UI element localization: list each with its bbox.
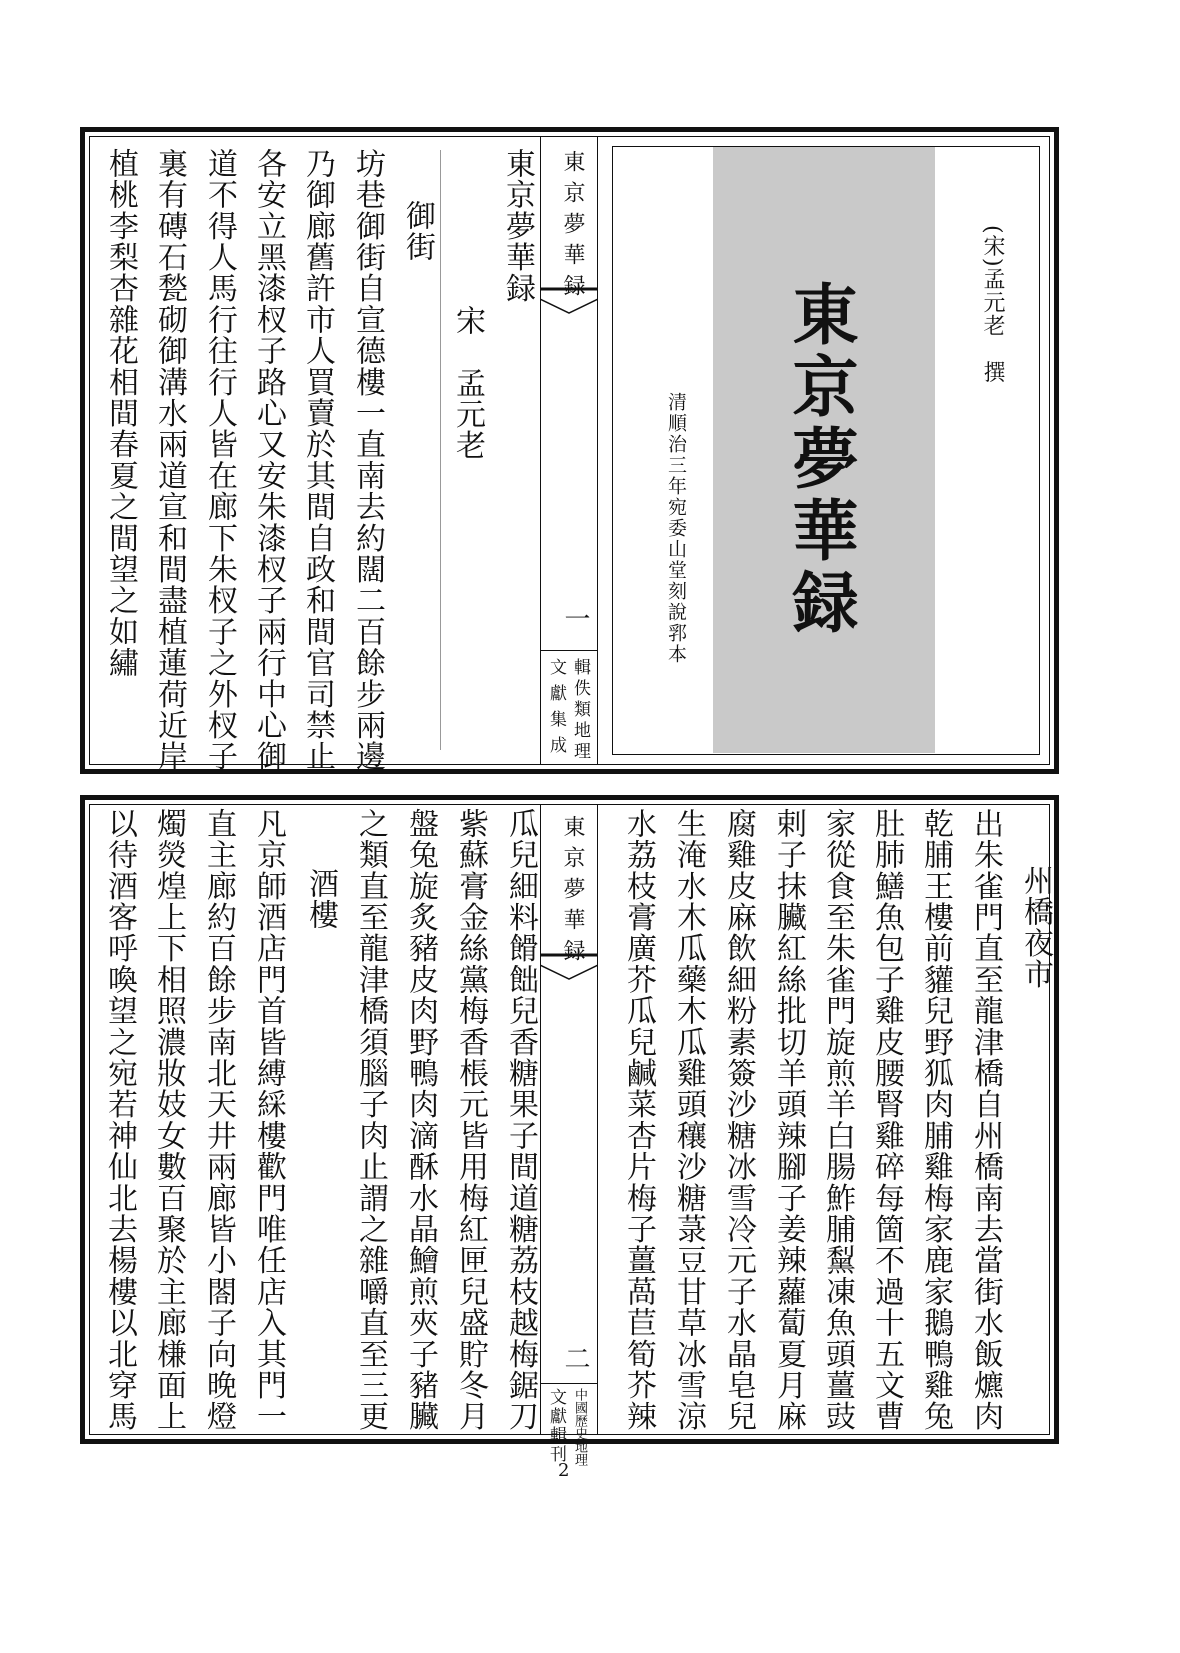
text-column: 盤兔旋炙豬皮肉野鴨肉滴酥水晶鱠煎夾子豬臟 — [403, 808, 438, 1432]
text-column: 直主廊約百餘步南北天井兩廊皆小閤子向晚燈 — [201, 808, 236, 1432]
text-column: 坊巷御街自宣德樓一直南去約闊二百餘步兩邊 — [350, 148, 385, 772]
text-column: 之類直至龍津橋須腦子肉止謂之雜嚼直至三更 — [353, 808, 388, 1432]
text-column: 水荔枝膏廣芥瓜兒鹹菜杏片梅子薑萵苣筍芥辣 — [621, 808, 656, 1432]
bottom-center-divider — [540, 1383, 598, 1384]
top-center-page-mark: 一 — [560, 605, 590, 640]
top-center-left-line — [540, 136, 541, 765]
title-big: 東京夢華録 — [781, 280, 859, 640]
top-center-divider — [540, 650, 598, 651]
bottom-center-right-line — [597, 804, 598, 1435]
page-number: 2 — [558, 1460, 570, 1481]
top-series-line1: 輯佚類地理 — [570, 658, 590, 763]
text-column: 家從食至朱雀門旋煎羊白腸鮓脯䵩凍魚頭薑豉 — [820, 808, 855, 1432]
title-edition: 清順治三年宛委山堂刻說郛本 — [665, 392, 687, 665]
fishtail-mark — [540, 953, 598, 983]
text-column: 以待酒客呼喚望之宛若神仙北去楊樓以北穿馬 — [102, 808, 137, 1432]
text-column: 植桃李梨杏雜花相間春夏之間望之如繡 — [103, 148, 138, 679]
column-rule — [440, 150, 441, 750]
text-column: 各安立黑漆杈子路心又安朱漆杈子兩行中心御 — [251, 148, 286, 772]
bottom-series-line2: 文獻輯刊 — [546, 1388, 566, 1464]
text-column: 東京夢華録 — [500, 148, 535, 304]
text-column: 乃御廊舊許市人買賣於其間自政和間官司禁止 — [300, 148, 335, 772]
text-column: 凡京師酒店門首皆縛綵樓歡門唯任店入其門一 — [251, 808, 286, 1432]
bottom-center-page-mark: 二 — [560, 1345, 590, 1380]
bottom-series-line1: 中國歷史地理 — [572, 1388, 587, 1466]
text-column: 宋 孟元老 — [450, 305, 485, 461]
title-author: (宋)孟元老 撰 — [980, 225, 1005, 384]
text-column: 腐雞皮麻飲細粉素簽沙糖冰雪冷元子水晶皂兒 — [721, 808, 756, 1432]
text-column: 御街 — [400, 200, 435, 263]
text-column: 乾脯王樓前貛兒野狐肉脯雞梅家鹿家鵝鴨雞兔 — [918, 808, 953, 1432]
text-column: 燭熒煌上下相照濃妝妓女數百聚於主廊槏面上 — [151, 808, 186, 1432]
bottom-center-book-title: 東京夢華録 — [560, 815, 585, 970]
section-heading: 州橋夜市 — [1018, 865, 1053, 990]
text-column: 紫蘇膏金絲黨梅香棖元皆用梅紅匣兒盛貯冬月 — [453, 808, 488, 1432]
fishtail-mark — [540, 287, 598, 317]
bottom-center-left-line — [540, 804, 541, 1435]
text-column: 肚肺鱔魚包子雞皮腰腎雞碎每箇不過十五文曹 — [869, 808, 904, 1432]
text-column: 道不得人馬行往行人皆在廊下朱杈子之外杈子 — [202, 148, 237, 772]
section-heading: 酒樓 — [303, 868, 338, 931]
top-center-right-line — [597, 136, 598, 765]
text-column: 生淹水木瓜藥木瓜雞頭穰沙糖菉豆甘草冰雪涼 — [671, 808, 706, 1432]
text-column: 出朱雀門直至龍津橋自州橋南去當街水飯爊肉 — [968, 808, 1003, 1432]
top-center-book-title: 東京夢華録 — [560, 150, 585, 305]
top-series-line2: 文獻集成 — [546, 658, 566, 762]
text-column: 瓜兒細料餶飿兒香糖果子間道糖荔枝越梅鋸刀 — [503, 808, 538, 1432]
text-column: 剌子抹臟紅絲批切羊頭辣腳子姜辣蘿蔔夏月麻 — [771, 808, 806, 1432]
text-column: 裏有磚石甃砌御溝水兩道宣和間盡植蓮荷近岸 — [152, 148, 187, 772]
